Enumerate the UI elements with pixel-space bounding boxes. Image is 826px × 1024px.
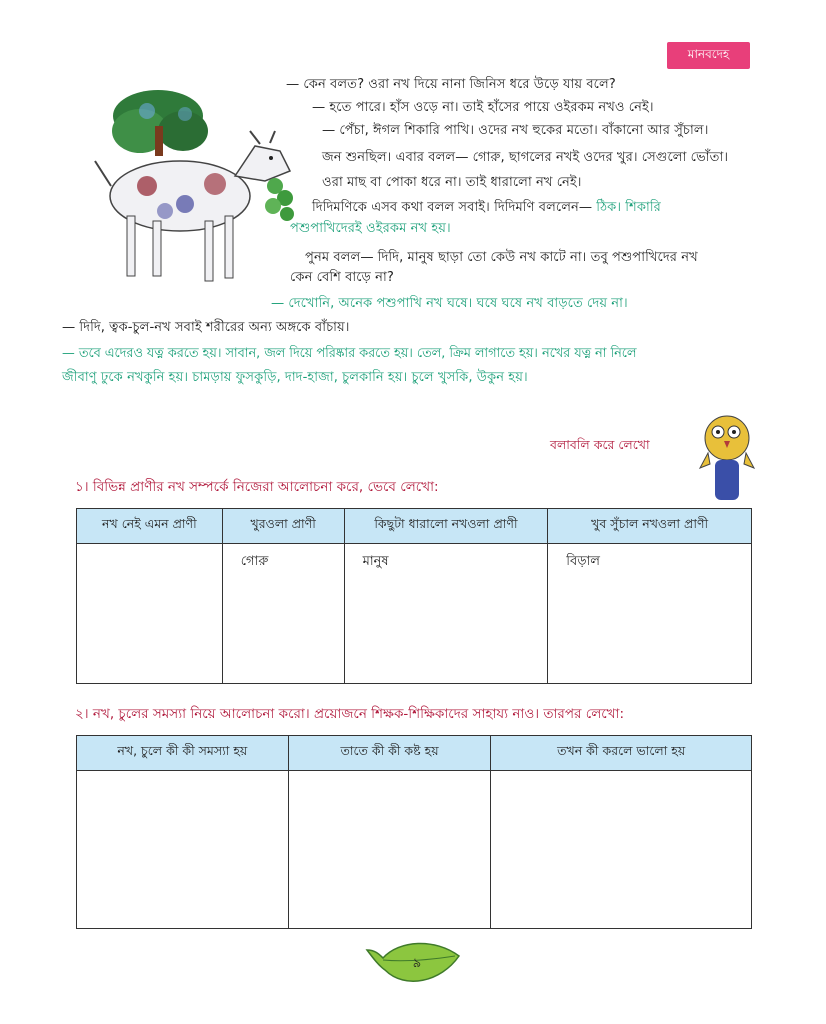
- dialogue-line-4: জন শুনছিল। এবার বলল— গোরু, ছাগলের নখই ওদের খুর। সেগুলো ভোঁতা।: [322, 150, 729, 165]
- question-1-text: ১। বিভিন্ন প্রাণীর নখ সম্পর্কে নিজেরা আলোচনা করে, ভেবে লেখো:: [75, 479, 439, 495]
- dialogue-line-8: পুনম বলল— দিদি, মানুষ ছাড়া তো কেউ নখ কাটে না। তবু পশুপাখিদের নখ: [305, 250, 698, 265]
- table1-header-3: কিছুটা ধারালো নখওলা প্রাণী: [344, 509, 548, 544]
- dialogue-line-5: ওরা মাছ বা পোকা ধরে না। তাই ধারালো নখ নেই।: [322, 175, 582, 190]
- dialogue-line-1: — কেন বলত? ওরা নখ দিয়ে নানা জিনিস ধরে উড়ে যায় বলে?: [286, 77, 616, 92]
- table1-header-4: খুব সুঁচাল নখওলা প্রাণী: [548, 509, 752, 544]
- owl-icon: [698, 408, 756, 504]
- dialogue-line-13: জীবাণু ঢুকে নখকুনি হয়। চামড়ায় ফুসকুড়ি, দাদ-হাজা, চুলকানি হয়। চুলে খুসকি, উকুন হয়।: [62, 370, 528, 385]
- group-prompt: বলাবলি করে লেখো: [550, 437, 650, 452]
- dialogue-line-6a: দিদিমণিকে এসব কথা বলল সবাই। দিদিমণি বললেন—: [312, 200, 593, 215]
- dialogue-line-2: — হতে পারে। হাঁস ওড়ে না। তাই হাঁসের পায়ে ওইরকম নখও নেই।: [312, 100, 654, 115]
- table1-cell-4[interactable]: বিড়াল: [548, 544, 752, 684]
- dialogue-line-9: কেন বেশি বাড়ে না?: [290, 270, 394, 285]
- table1-header-1: নখ নেই এমন প্রাণী: [77, 509, 223, 544]
- nail-animals-table: [76, 508, 752, 684]
- dialogue-line-11: — দিদি, ত্বক-চুল-নখ সবাই শরীরের অন্য অঙ্গকে বাঁচায়।: [62, 320, 350, 335]
- table2-cell-1[interactable]: [77, 771, 289, 929]
- tree-icon: [112, 90, 208, 156]
- leaves-icon: [265, 178, 294, 221]
- dialogue-line-3: — পেঁচা, ঈগল শিকারি পাখি। ওদের নখ হুকের মতো। বাঁকানো আর সুঁচাল।: [322, 123, 709, 138]
- goat-icon: [95, 131, 290, 281]
- dialogue-line-7: পশুপাখিদেরই ওইরকম নখ হয়।: [290, 221, 451, 236]
- page-number: ৯: [412, 956, 422, 971]
- nail-hair-problems-table: [76, 735, 752, 929]
- chapter-tag: মানবদেহ: [667, 42, 750, 69]
- table2-header-3: তখন কী করলে ভালো হয়: [491, 736, 752, 771]
- table1-cell-3[interactable]: মানুষ: [344, 544, 548, 684]
- question-2-text: ২। নখ, চুলের সমস্যা নিয়ে আলোচনা করো। প্রয়োজনে শিক্ষক-শিক্ষিকাদের সাহায্য নাও। তারপর লেখো:: [75, 706, 625, 722]
- dialogue-line-12: — তবে এদেরও যত্ন করতে হয়। সাবান, জল দিয়ে পরিষ্কার করতে হয়। তেল, ক্রিম লাগাতে হয়। নখের যত্ন না নিলে: [62, 346, 637, 361]
- dialogue-line-6b: ঠিক। শিকারি: [596, 200, 661, 215]
- dialogue-line-10: — দেখোনি, অনেক পশুপাখি নখ ঘষে। ঘষে ঘষে নখ বাড়তে দেয় না।: [271, 296, 628, 311]
- table2-header-1: নখ, চুলে কী কী সমস্যা হয়: [77, 736, 289, 771]
- dialogue-line-6: [312, 198, 661, 218]
- table2-cell-3[interactable]: [491, 771, 752, 929]
- goat-illustration: [75, 76, 305, 306]
- table1-header-2: খুরওলা প্রাণী: [222, 509, 344, 544]
- table2-cell-2[interactable]: [288, 771, 491, 929]
- table2-header-2: তাতে কী কী কষ্ট হয়: [288, 736, 491, 771]
- table1-cell-1[interactable]: [77, 544, 223, 684]
- table1-cell-2[interactable]: গোরু: [222, 544, 344, 684]
